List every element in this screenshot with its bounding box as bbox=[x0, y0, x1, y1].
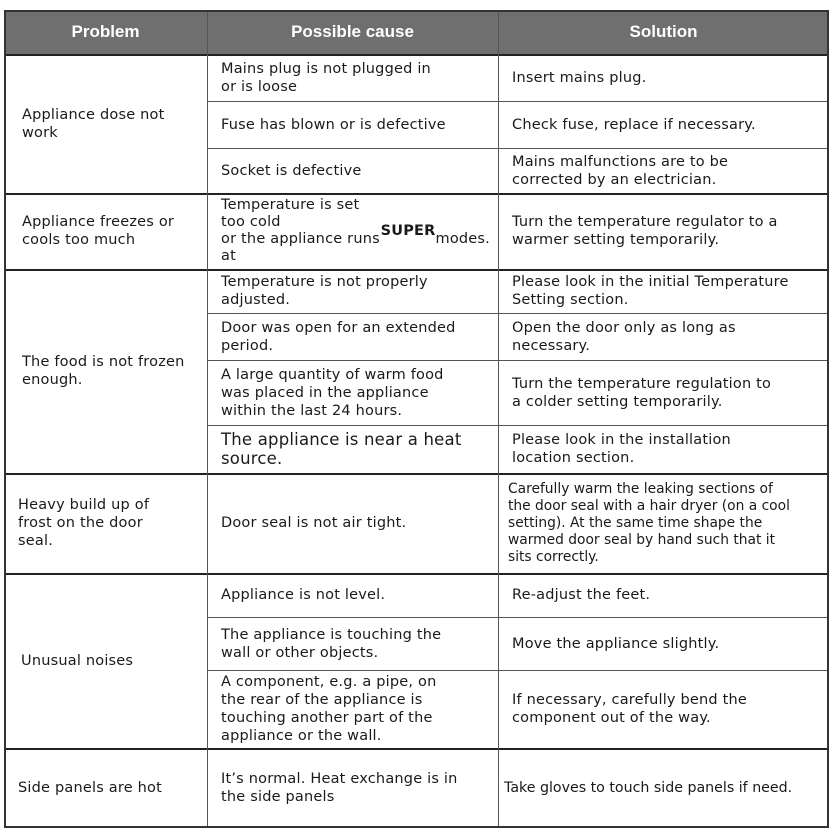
row-divider bbox=[207, 425, 829, 426]
row-divider bbox=[4, 193, 829, 195]
cause-cell: The appliance is touching the wall or other objects. bbox=[221, 626, 442, 661]
solution-cell: Turn the temperature regulation to a colder setting temporarily. bbox=[512, 375, 772, 410]
cause-cell: Temperature is not properly adjusted. bbox=[221, 274, 428, 308]
cause-cell: Fuse has blown or is defective bbox=[221, 116, 446, 133]
solution-cell: Insert mains plug. bbox=[512, 69, 647, 86]
cause-cell: The appliance is near a heat source. bbox=[221, 430, 462, 468]
row-divider bbox=[4, 473, 829, 475]
cause-cell: Appliance is not level. bbox=[221, 587, 386, 603]
problem-cell: Appliance freezes or cools too much bbox=[22, 214, 175, 248]
header-possible-cause: Possible cause bbox=[291, 22, 414, 41]
table-header bbox=[4, 10, 829, 54]
solution-cell: Please look in the installation location section. bbox=[512, 432, 731, 466]
column-divider bbox=[207, 10, 208, 828]
troubleshooting-table bbox=[4, 10, 829, 828]
row-divider bbox=[4, 269, 829, 271]
row-divider bbox=[207, 670, 829, 671]
row-divider bbox=[4, 748, 829, 750]
row-divider bbox=[207, 101, 829, 102]
solution-cell: Check fuse, replace if necessary. bbox=[512, 116, 756, 133]
solution-cell: Please look in the initial Temperature Setting section. bbox=[512, 274, 789, 308]
solution-cell: Turn the temperature regulator to a warmer setting temporarily. bbox=[512, 214, 778, 248]
row-divider bbox=[207, 360, 829, 361]
solution-cell: Mains malfunctions are to be corrected by an electrician. bbox=[512, 153, 729, 188]
cause-cell: Door was open for an extended period. bbox=[221, 319, 456, 354]
solution-cell: Open the door only as long as necessary. bbox=[512, 319, 736, 354]
problem-cell: Side panels are hot bbox=[18, 780, 162, 796]
cause-cell: Socket is defective bbox=[221, 162, 362, 179]
cause-cell: It’s normal. Heat exchange is in the side panels bbox=[221, 771, 458, 805]
cause-text: modes. bbox=[435, 231, 490, 247]
problem-cell: Unusual noises bbox=[21, 652, 134, 669]
row-divider bbox=[207, 313, 829, 314]
problem-cell: Heavy build up of frost on the door seal. bbox=[18, 497, 150, 549]
cause-cell bbox=[207, 193, 498, 269]
solution-cell: Carefully warm the leaking sections of the door seal with a hair dryer (on a cool setting). At the same time shape the warmed door seal by hand such that it sits correctly. bbox=[508, 480, 790, 565]
row-divider bbox=[207, 148, 829, 149]
cause-cell: Door seal is not air tight. bbox=[221, 515, 407, 531]
row-divider bbox=[4, 573, 829, 575]
header-problem: Problem bbox=[71, 22, 140, 41]
row-divider bbox=[207, 617, 829, 618]
solution-cell: Take gloves to touch side panels if need. bbox=[504, 779, 793, 796]
cause-cell: A component, e.g. a pipe, on the rear of the appliance is touching another part of the appliance or the wall. bbox=[221, 674, 437, 744]
solution-cell: Re-adjust the feet. bbox=[512, 587, 651, 603]
cause-cell: Mains plug is not plugged in or is loose bbox=[221, 60, 431, 95]
problem-cell: Appliance dose not work bbox=[22, 106, 165, 141]
cause-cell: A large quantity of warm food was placed in the appliance within the last 24 hours. bbox=[221, 366, 444, 419]
solution-cell: If necessary, carefully bend the component out of the way. bbox=[512, 692, 748, 726]
problem-cell: The food is not frozen enough. bbox=[22, 354, 185, 388]
super-mode-label: SUPER bbox=[380, 222, 436, 239]
solution-cell: Move the appliance slightly. bbox=[512, 635, 720, 652]
row-divider bbox=[4, 54, 829, 56]
column-divider bbox=[498, 10, 499, 828]
header-solution: Solution bbox=[629, 22, 698, 41]
cause-text: Temperature is set too cold or the appliance runs at bbox=[221, 197, 380, 264]
